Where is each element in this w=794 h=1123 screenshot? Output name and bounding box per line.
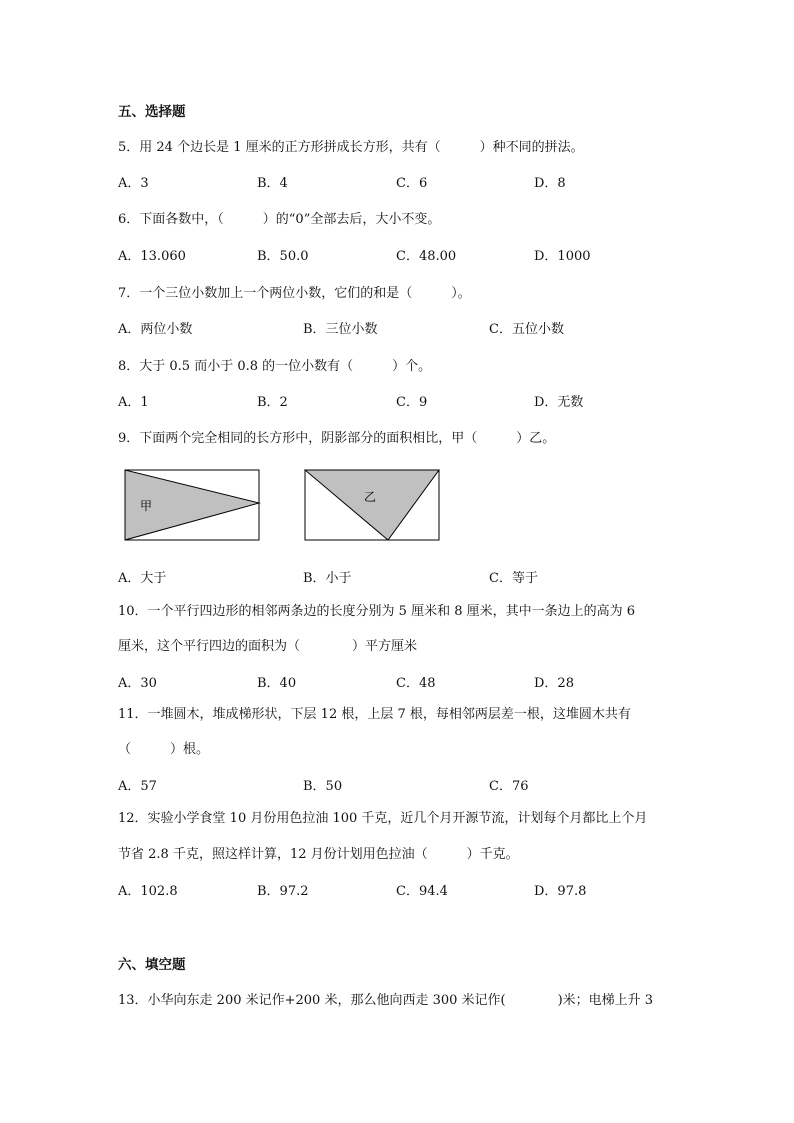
question-11-text-line1: 11．一堆圆木，堆成梯形状，下层 12 根，上层 7 根，每相邻两层差一根，这堆圆木共有 [118,707,631,722]
q9-option-b: B．小于 [303,571,352,586]
q11-option-c: C．76 [489,779,529,794]
question-11-text-line2: （ ）根。 [118,742,210,757]
question-7-text: 7．一个三位小数加上一个两位小数，它们的和是（ ）。 [118,286,471,301]
question-13-text: 13．小华向东走 200 米记作+200 米，那么他向西走 300 米记作( )米；电梯上升 3 [118,993,654,1008]
rectangle-figure-yi [304,469,442,543]
q8-option-a: A．1 [118,395,149,410]
rectangle-figure-jia [124,469,262,543]
question-5-text: 5．用 24 个边长是 1 厘米的正方形拼成长方形，共有（ ）种不同的拼法。 [118,140,584,155]
q9-option-a: A．大于 [118,571,167,586]
question-10-text-line2: 厘米，这个平行四边的面积为（ ）平方厘米 [118,639,418,654]
section-title-fill-in: 六、填空题 [118,957,186,973]
question-6-text: 6．下面各数中，（ ）的“0”全部去后，大小不变。 [118,212,441,227]
q5-option-a: A．3 [118,176,149,191]
q10-option-d: D．28 [534,676,574,691]
q6-option-b: B．50.0 [257,249,309,264]
q12-option-d: D．97.8 [534,884,587,899]
q6-option-a: A．13.060 [118,249,186,264]
question-8-text: 8．大于 0.5 而小于 0.8 的一位小数有（ ）个。 [118,359,432,374]
q8-option-b: B．2 [257,395,288,410]
q5-option-b: B．4 [257,176,288,191]
q5-option-c: C．6 [396,176,428,191]
section-title-choice: 五、选择题 [118,104,186,120]
q12-option-c: C．94.4 [396,884,448,899]
q6-option-d: D．1000 [534,249,591,264]
question-12-text-line1: 12．实验小学食堂 10 月份用色拉油 100 千克，近几个月开源节流，计划每个月都比上个月 [118,811,648,826]
q10-option-b: B．40 [257,676,297,691]
q7-option-c: C．五位小数 [489,322,564,337]
q9-option-c: C．等于 [489,571,538,586]
question-12-text-line2: 节省 2.8 千克，照这样计算，12 月份计划用色拉油（ ）千克。 [118,847,519,862]
q10-option-c: C．48 [396,676,436,691]
figure-jia-label: 甲 [140,499,153,513]
q11-option-a: A．57 [118,779,157,794]
figure-yi-label: 乙 [364,490,377,504]
q6-option-c: C．48.00 [396,249,457,264]
q10-option-a: A．30 [118,676,157,691]
q8-option-d: D．无数 [534,395,584,410]
q7-option-a: A．两位小数 [118,322,193,337]
q11-option-b: B．50 [303,779,343,794]
q12-option-b: B．97.2 [257,884,309,899]
q8-option-c: C．9 [396,395,428,410]
q5-option-d: D．8 [534,176,566,191]
q7-option-b: B．三位小数 [303,322,378,337]
question-10-text-line1: 10．一个平行四边形的相邻两条边的长度分别为 5 厘米和 8 厘米，其中一条边上的高为 6 [118,604,636,619]
q12-option-a: A．102.8 [118,884,178,899]
question-9-text: 9．下面两个完全相同的长方形中，阴影部分的面积相比，甲（ ）乙。 [118,431,556,446]
